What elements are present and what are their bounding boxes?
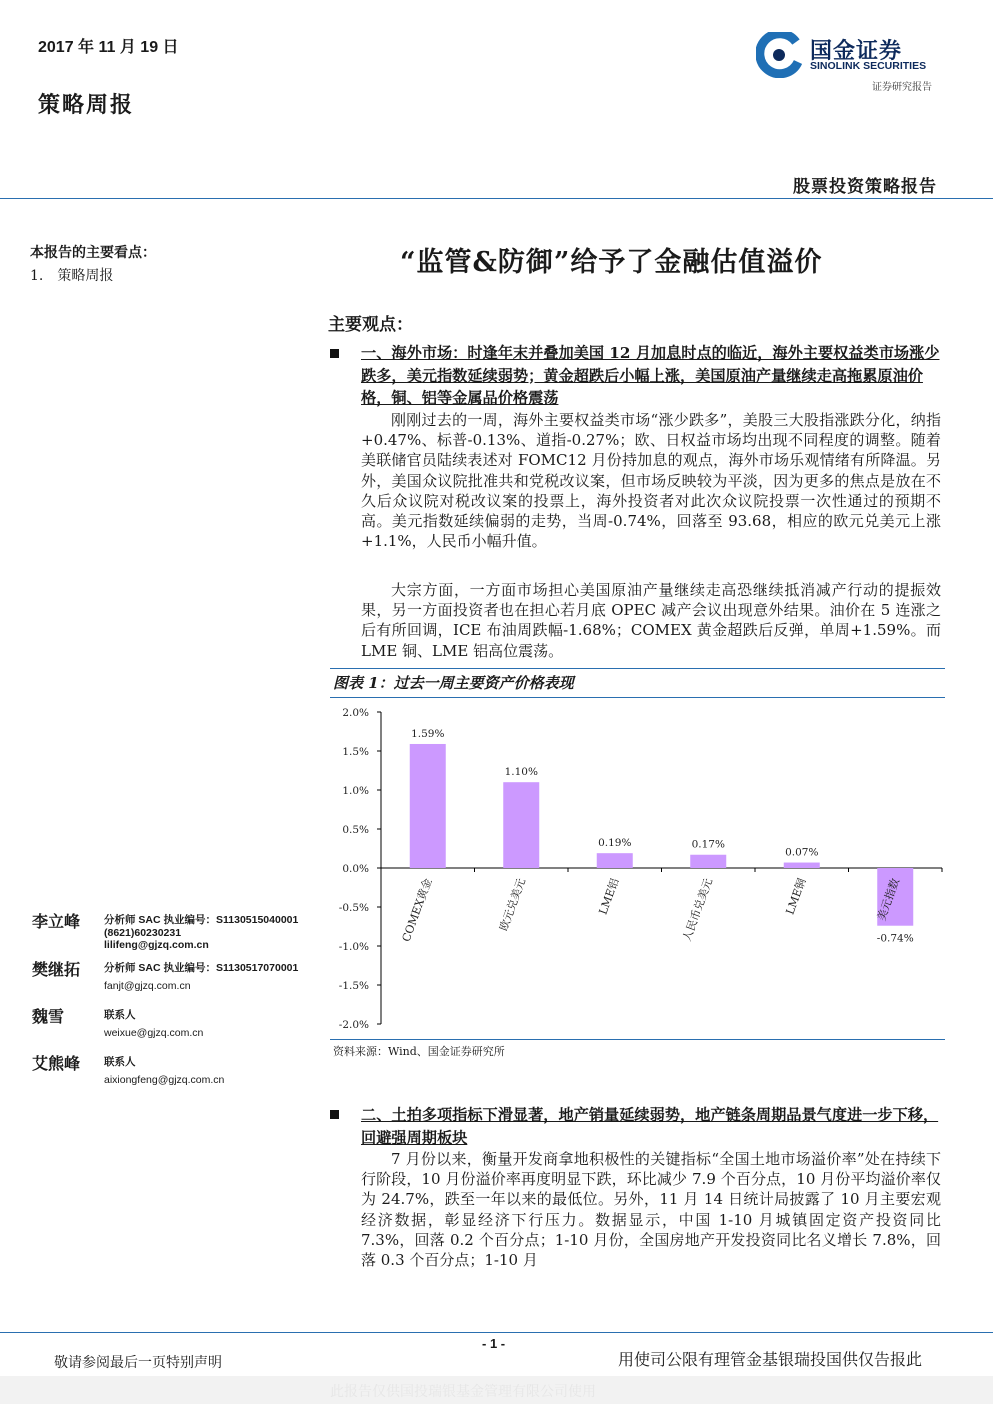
- data-label: 1.59%: [411, 727, 445, 740]
- figure-title: 图表 1：过去一周主要资产价格表现: [333, 674, 574, 692]
- y-tick-label: 2.0%: [342, 707, 369, 719]
- key-points-label: 本报告的主要看点：: [30, 245, 156, 261]
- figure-title-rule: [330, 697, 945, 698]
- data-label: -0.74%: [876, 932, 914, 945]
- section-heading: 二、土拍多项指标下滑显著，地产销量延续弱势，地产链条周期品景气度进一步下移，回避强周期板块: [361, 1106, 939, 1147]
- analyst-name: 李立峰: [32, 912, 81, 931]
- bar: [784, 863, 820, 868]
- category-label: 美元指数: [874, 876, 903, 923]
- y-tick-label: 1.0%: [342, 785, 369, 797]
- analyst-email[interactable]: lilifeng@gjzq.com.cn: [104, 939, 209, 951]
- key-points-item: 1. 策略周报: [30, 268, 114, 284]
- asset-performance-chart: [330, 700, 945, 1040]
- data-label: 0.19%: [598, 837, 632, 850]
- analyst-name: 樊继拓: [32, 960, 81, 979]
- y-tick-label: 1.5%: [342, 746, 369, 758]
- analyst-role: 联系人: [104, 1056, 136, 1068]
- analyst-info: [104, 962, 298, 992]
- y-tick-label: -1.0%: [338, 941, 369, 953]
- analyst-email[interactable]: aixiongfeng@gjzq.com.cn: [104, 1073, 225, 1086]
- y-tick-label: 0.0%: [342, 863, 369, 875]
- footer-mirrored-text: 用使司公限有理管金基银瑞投国供仅告报此: [618, 1352, 923, 1369]
- analyst-info: [104, 1009, 203, 1039]
- analyst-name: 艾熊峰: [32, 1054, 81, 1073]
- data-label: 0.17%: [691, 838, 725, 851]
- logo-name-cn: 国金证券: [810, 38, 903, 64]
- header-divider: [0, 198, 993, 199]
- category-label: 欧元兑美元: [497, 876, 529, 933]
- section-paragraph: 大宗方面，一方面市场担心美国原油产量继续走高恐继续抵消减产行动的提振效果，另一方面投资者也在担心若月底 OPEC 减产会议出现意外结果。油价在 5 连涨之后有所回调，ICE 布油周跌幅-1.68%；COMEX 黄金超跌后反弹，单周+1.59%。而 LME 铜、LME 铝高位震荡。: [361, 581, 941, 660]
- analyst-role: 联系人: [104, 1009, 136, 1021]
- main-view-label: 主要观点：: [328, 315, 413, 335]
- category-label: COMEX黄金: [399, 876, 435, 944]
- figure-top-rule: [330, 668, 945, 669]
- page-number: - 1 -: [482, 1336, 506, 1351]
- y-tick-label: -1.5%: [338, 980, 369, 992]
- figure-bottom-rule: [330, 1039, 945, 1040]
- report-type: 策略周报: [38, 92, 135, 118]
- section-paragraph: 7 月份以来，衡量开发商拿地积极性的关键指标“全国土地市场溢价率”处在持续下行阶段，10 月份溢价率再度明显下跌，环比减少 7.9 个百分点，10 月份平均溢价率仅为 24.7%，跌至一年以来的最低位。另外，11 月 14 日统计局披露了 10 月主要宏观经济数据，彰显经济下行压力。数据显示，中国 1-10 月城镇固定资产投资同比 7.3%，回落 0.2 个百分点；1-10 月份，全国房地产开发投资同比名义增长 7.8%，回落 0.3 个百分点；1-10 月: [361, 1150, 941, 1270]
- analyst-info: [104, 1056, 224, 1086]
- y-tick-label: 0.5%: [342, 824, 369, 836]
- company-logo: [756, 30, 948, 98]
- main-title: “监管&防御”给予了金融估值溢价: [400, 247, 823, 278]
- analyst-email[interactable]: weixue@gjzq.com.cn: [104, 1026, 204, 1039]
- report-date: 2017 年 11 月 19 日: [38, 39, 179, 56]
- category-label: 人民币兑美元: [680, 876, 716, 944]
- report-category: 股票投资策略报告: [793, 177, 937, 197]
- category-label: LME铝: [596, 876, 622, 917]
- data-label: 0.07%: [785, 846, 819, 859]
- analyst-name: 魏雪: [32, 1007, 65, 1026]
- analyst-info: [104, 914, 298, 952]
- figure-source: 资料来源：Wind、国金证券研究所: [333, 1045, 505, 1058]
- analyst-email[interactable]: fanjt@gjzq.com.cn: [104, 979, 191, 992]
- bullet-icon: [330, 349, 339, 358]
- bar: [597, 853, 633, 868]
- bullet-icon: [330, 1110, 339, 1119]
- bar: [503, 782, 539, 868]
- section-heading: 一、海外市场：时逢年末并叠加美国 12 月加息时点的临近，海外主要权益类市场涨少跌多，美元指数延续弱势；黄金超跌后小幅上涨，美国原油产量继续走高拖累原油价格，铜、铝等金属品价格震荡: [361, 344, 940, 407]
- sinolink-logo-icon: [756, 32, 802, 78]
- analyst-sac: 分析师 SAC 执业编号：S1130515040001: [104, 914, 299, 926]
- section-paragraph: 刚刚过去的一周，海外主要权益类市场“涨少跌多”，美股三大股指涨跌分化，纳指+0.47%、标普-0.13%、道指-0.27%；欧、日权益市场均出现不同程度的调整。随着美联储官员陆续表述对 FOMC12 月份持加息的观点，海外市场乐观情绪有所降温。另外，美国众议院批准共和党税改议案，但市场反映较为平淡，因为更多的焦点是放在不久后众议院对税改议案的投票上，海外投资者对此次众议院投票一次性通过的预期不高。美元指数延续偏弱的走势，当周-0.74%，回落至 93.68，相应的欧元兑美元上涨+1.1%，人民币小幅升值。: [361, 411, 941, 551]
- footer-disclaimer: 敬请参阅最后一页特别声明: [54, 1355, 222, 1371]
- logo-subtitle: 证券研究报告: [872, 82, 932, 93]
- bar: [690, 855, 726, 868]
- data-label: 1.10%: [504, 766, 538, 779]
- y-tick-label: -0.5%: [338, 902, 369, 914]
- bar: [410, 744, 446, 868]
- footer-divider: [0, 1332, 993, 1333]
- y-tick-label: -2.0%: [338, 1019, 369, 1031]
- analyst-sac: 分析师 SAC 执业编号：S1130517070001: [104, 962, 299, 974]
- category-label: LME铜: [783, 876, 809, 917]
- analyst-phone: (8621)60230231: [104, 926, 182, 939]
- logo-name-en: SINOLINK SECURITIES: [810, 60, 927, 72]
- watermark-text: 此报告仅供国投瑞银基金管理有限公司使用: [330, 1384, 596, 1400]
